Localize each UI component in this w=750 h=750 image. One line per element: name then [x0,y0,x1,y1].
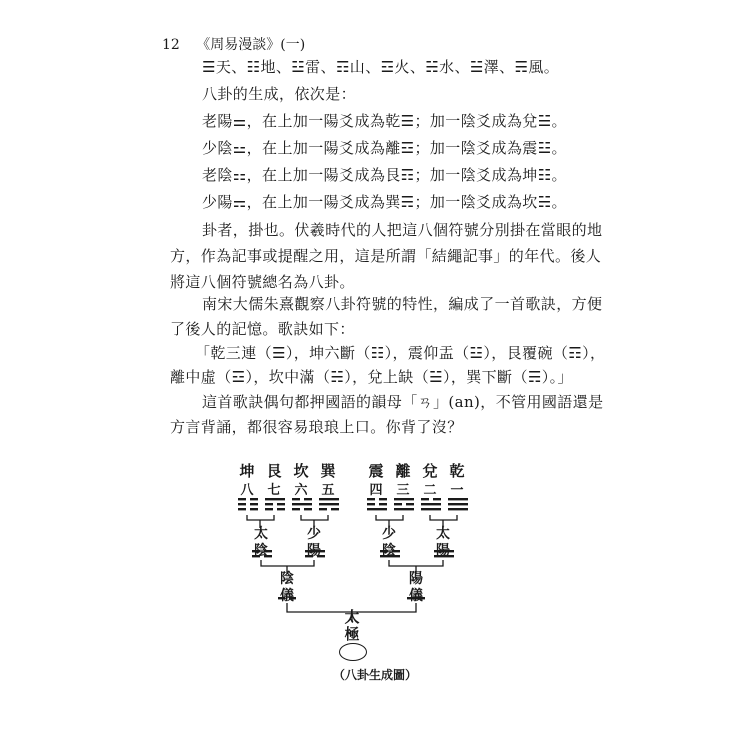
yao-line [421,508,441,510]
yao-line [394,498,414,500]
yao-line [394,503,402,505]
text-line: 少陽⚎，在上加一陽爻成為巽☴；加一陰爻成為坎☵。 [202,193,567,211]
yao-line [319,498,339,500]
yao-line [238,508,246,510]
text-line: 少陰⚍，在上加一陽爻成為離☲；加一陰爻成為震☳。 [202,139,567,157]
text-line: 將這八個符號總名為八卦。 [170,273,355,291]
trigram-name: 坤 [239,462,255,480]
text-line: 了後人的記憶。歌訣如下： [170,320,355,338]
trigram-name: 震 [368,462,384,480]
trigram-number: 五 [321,483,335,498]
yao-line [448,508,468,510]
yao-line [250,498,258,500]
yao-line [421,498,429,500]
yao-line [265,508,273,510]
trigram-number: 一 [450,483,464,498]
page-number: 12 [162,37,180,53]
diagram-caption: （八卦生成圖） [332,668,417,682]
yao-line [277,508,285,510]
trigram-name: 兌 [422,462,438,480]
text-line: 離中虛（☲），坎中滿（☵），兌上缺（☱），巽下斷（☴）。」 [170,368,573,386]
trigram-name: 艮 [266,462,282,480]
yao-line [265,503,273,505]
liangyi-label: 陰儀 [280,571,294,604]
sixiang-label: 太陰 [254,526,268,559]
trigram-name: 巽 [320,462,336,480]
sixiang-label: 太陽 [436,526,450,559]
yao-line [304,498,312,500]
yao-line [379,498,387,500]
trigram-name: 坎 [293,462,309,480]
yao-line [304,508,312,510]
yao-line [250,508,258,510]
book-title: 《周易漫談》(一) [196,37,306,53]
yao-line [448,498,468,500]
yao-line [421,503,441,505]
text-line: 卦者，掛也。伏羲時代的人把這八個符號分別掛在當眼的地 [202,221,603,239]
text-line: 方言背誦，都很容易琅琅上口。你背了沒？ [170,418,463,436]
taiji-label: 太極 [344,608,360,643]
text-line: 老陰⚏，在上加一陽爻成為艮☶；加一陰爻成為坤☷。 [202,166,567,184]
yao-line [292,503,312,505]
text-line: 這首歌訣偶句都押國語的韻母「ㄢ」(an)，不管用國語還是 [202,393,604,411]
yao-line [379,503,387,505]
yao-line [367,508,387,510]
text-line: 「乾三連（☰），坤六斷（☷），震仰盂（☳），艮覆碗（☶）， [195,344,606,362]
text-line: 方，作為記事或提醒之用，這是所謂「結繩記事」的年代。後人 [170,247,602,265]
yao-line [394,508,414,510]
yao-line [238,503,246,505]
yao-line [367,498,375,500]
yao-line [277,503,285,505]
yao-line [406,503,414,505]
yao-line [292,508,300,510]
text-line: 八卦的生成，依次是： [202,85,357,103]
yao-line [448,503,468,505]
text-line: ☰天、☷地、☳雷、☶山、☲火、☵水、☱澤、☴風。 [202,58,560,76]
yao-line [319,503,339,505]
sixiang-label: 少陽 [307,526,321,559]
yao-line [367,503,375,505]
trigram-number: 八 [240,483,254,498]
text-line: 南宋大儒朱熹觀察八卦符號的特性，編成了一首歌訣，方便 [202,295,603,313]
trigram-name: 離 [395,462,411,480]
trigram-name: 乾 [449,462,465,480]
yao-line [238,498,246,500]
yao-line [292,498,300,500]
sixiang-label: 少陰 [382,526,396,559]
taiji-circle-icon [339,643,367,661]
yao-line [433,498,441,500]
text-line: 老陽⚌，在上加一陽爻成為乾☰；加一陰爻成為兌☱。 [202,112,567,130]
trigram-number: 四 [369,483,383,498]
trigram-number: 三 [396,483,410,498]
liangyi-label: 陽儀 [409,571,423,604]
trigram-number: 六 [294,483,308,498]
yao-line [331,508,339,510]
trigram-number: 二 [423,483,437,498]
trigram-number: 七 [267,483,281,498]
yao-line [319,508,327,510]
yao-line [265,498,285,500]
yao-line [250,503,258,505]
